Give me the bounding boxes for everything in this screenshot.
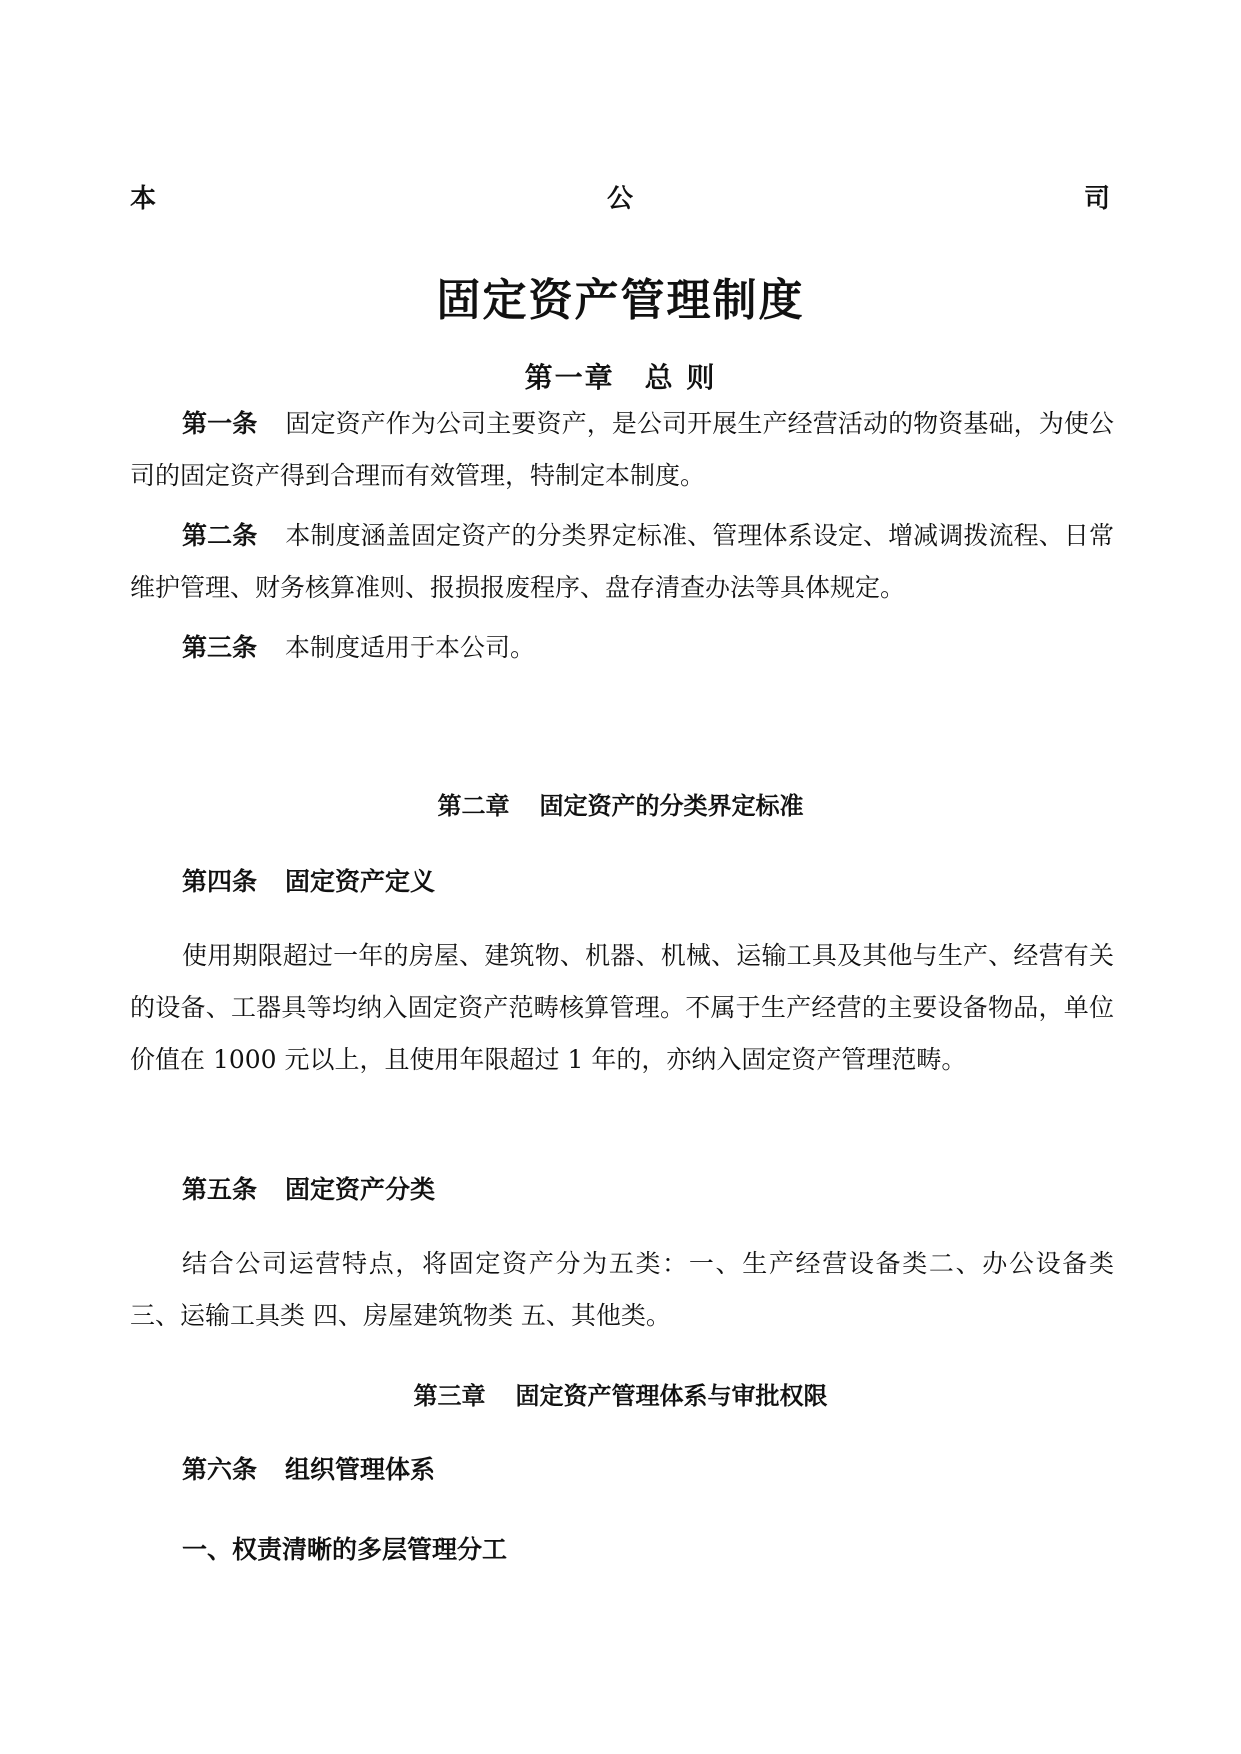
article-title: 固定资产分类 — [285, 1175, 436, 1204]
chapter-1-heading — [0, 356, 1241, 396]
article-3 — [130, 622, 1114, 674]
chapter-name: 固定资产的分类界定标准 — [539, 792, 804, 820]
company-char: 公 — [606, 184, 633, 214]
company-char: 本 — [130, 184, 157, 214]
article-4-body — [130, 930, 1114, 1086]
article-6-heading — [182, 1450, 435, 1486]
article-label: 第四条 — [182, 867, 258, 896]
article-text: 结合公司运营特点，将固定资产分为五类：一、生产经营设备类二、办公设备类 三、运输工具类 四、房屋建筑物类 五、其他类。 — [130, 1249, 1114, 1330]
article-text: 使用期限超过一年的房屋、建筑物、机器、机械、运输工具及其他与生产、经营有关的设备、工器具等均纳入固定资产范畴核算管理。不属于生产经营的主要设备物品，单位价值在 1000 元以上，且使用年限超过 1 年的，亦纳入固定资产管理范畴。 — [130, 941, 1114, 1074]
chapter-name: 固定资产管理体系与审批权限 — [515, 1382, 828, 1410]
chapter-number: 第三章 — [413, 1382, 486, 1410]
article-1 — [130, 398, 1114, 502]
chapter-3-heading — [0, 1376, 1241, 1411]
company-char: 司 — [1083, 184, 1110, 214]
article-label: 第五条 — [182, 1175, 258, 1204]
section-heading: 一、权责清晰的多层管理分工 — [182, 1535, 508, 1564]
chapter-number: 第一章 — [524, 361, 615, 394]
article-5-body — [130, 1238, 1114, 1342]
company-name-line — [130, 178, 1110, 215]
chapter-name: 总 则 — [644, 361, 717, 394]
article-label: 第一条 — [182, 409, 258, 438]
document-title: 固定资产管理制度 — [436, 275, 805, 326]
article-text: 固定资产作为公司主要资产，是公司开展生产经营活动的物资基础，为使公司的固定资产得到合理而有效管理，特制定本制度。 — [130, 409, 1114, 490]
article-text: 本制度涵盖固定资产的分类界定标准、管理体系设定、增减调拨流程、日常维护管理、财务核算准则、报损报废程序、盘存清查办法等具体规定。 — [130, 521, 1114, 602]
article-title: 固定资产定义 — [285, 867, 436, 896]
article-2 — [130, 510, 1114, 614]
article-label: 第三条 — [182, 633, 258, 662]
chapter-number: 第二章 — [437, 792, 510, 820]
article-4-heading — [182, 862, 435, 898]
article-title: 组织管理体系 — [285, 1455, 436, 1484]
article-5-heading — [182, 1170, 435, 1206]
article-label: 第六条 — [182, 1455, 258, 1484]
article-text: 本制度适用于本公司。 — [285, 633, 536, 662]
chapter-2-heading — [0, 786, 1241, 821]
article-label: 第二条 — [182, 521, 258, 550]
